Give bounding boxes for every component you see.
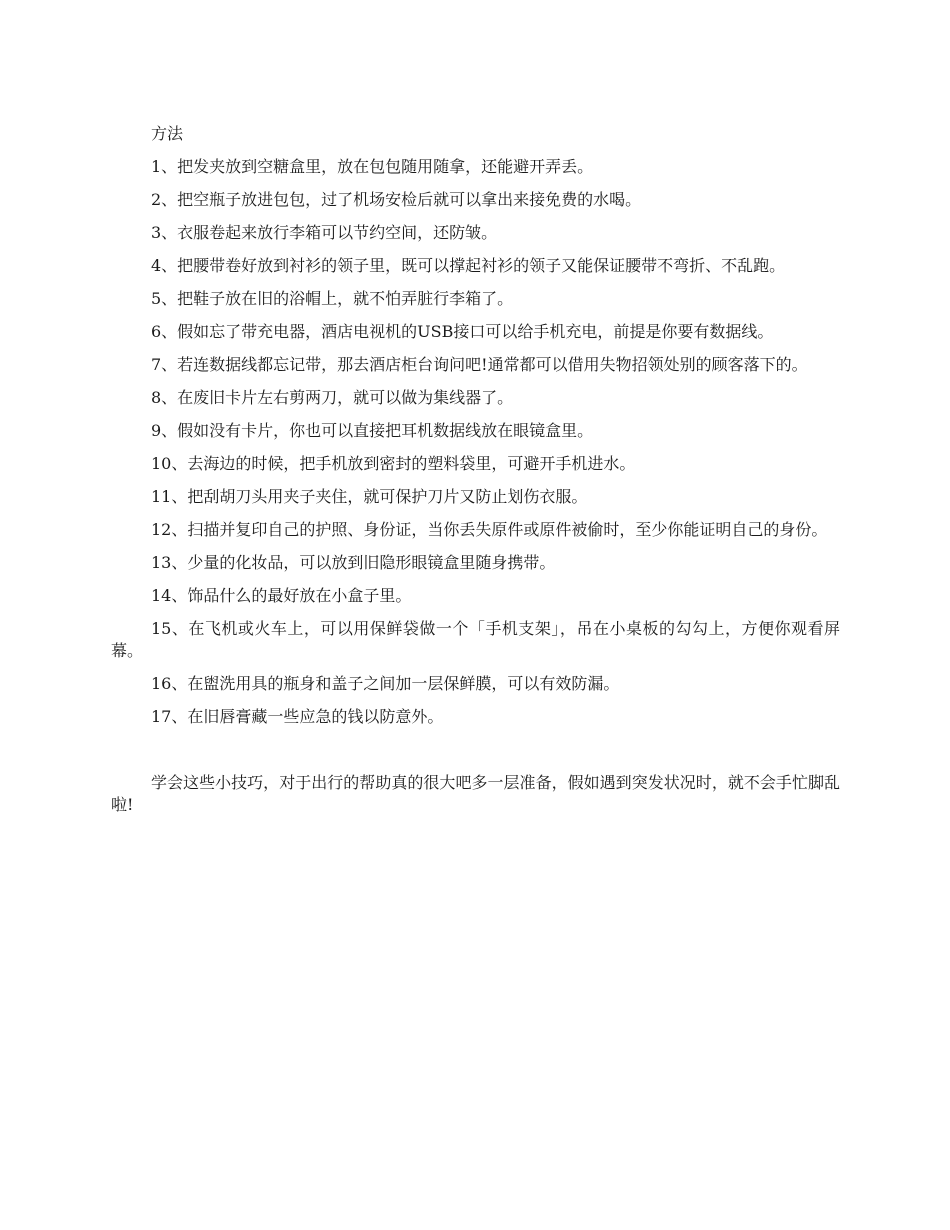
tip-item-11: 11、把刮胡刀头用夹子夹住，就可保护刀片又防止划伤衣服。 (151, 487, 588, 506)
section-heading: 方法 (151, 124, 184, 143)
tip-item-3: 3、衣服卷起来放行李箱可以节约空间，还防皱。 (151, 223, 498, 242)
tip-item-10: 10、去海边的时候，把手机放到密封的塑料袋里，可避开手机进水。 (151, 454, 636, 473)
tip-item-16: 16、在盥洗用具的瓶身和盖子之间加一层保鲜膜，可以有效防漏。 (151, 674, 620, 693)
tip-item-4: 4、把腰带卷好放到衬衫的领子里，既可以撑起衬衫的领子又能保证腰带不弯折、不乱跑。 (151, 256, 786, 275)
tip-item-17: 17、在旧唇膏藏一些应急的钱以防意外。 (151, 707, 444, 726)
tip-item-8: 8、在废旧卡片左右剪两刀，就可以做为集线器了。 (151, 388, 514, 407)
tip-item-6: 6、假如忘了带充电器，酒店电视机的USB接口可以给手机充电，前提是你要有数据线。 (151, 322, 774, 341)
document-body (111, 123, 840, 827)
tip-item-2: 2、把空瓶子放进包包，过了机场安检后就可以拿出来接免费的水喝。 (151, 190, 642, 209)
tip-item-13: 13、少量的化妆品，可以放到旧隐形眼镜盒里随身携带。 (151, 553, 556, 572)
tip-item-5: 5、把鞋子放在旧的浴帽上，就不怕弄脏行李箱了。 (151, 289, 514, 308)
tip-item-7: 7、若连数据线都忘记带，那去酒店柜台询问吧!通常都可以借用失物招领处别的顾客落下的。 (151, 355, 808, 374)
tip-item-9: 9、假如没有卡片，你也可以直接把耳机数据线放在眼镜盒里。 (151, 421, 594, 440)
tip-item-14: 14、饰品什么的最好放在小盒子里。 (151, 586, 412, 605)
tip-item-1: 1、把发夹放到空糖盒里，放在包包随用随拿，还能避开弄丢。 (151, 157, 594, 176)
paragraph-spacer (111, 739, 840, 772)
tip-item-15: 15、在飞机或火车上，可以用保鲜袋做一个「手机支架」，吊在小桌板的勾勾上，方便你观看屏幕。 (111, 619, 840, 660)
tip-item-12: 12、扫描并复印自己的护照、身份证，当你丢失原件或原件被偷时，至少你能证明自己的身份。 (151, 520, 828, 539)
conclusion-paragraph: 学会这些小技巧，对于出行的帮助真的很大吧多一层准备，假如遇到突发状况时，就不会手忙脚乱啦! (111, 773, 840, 814)
